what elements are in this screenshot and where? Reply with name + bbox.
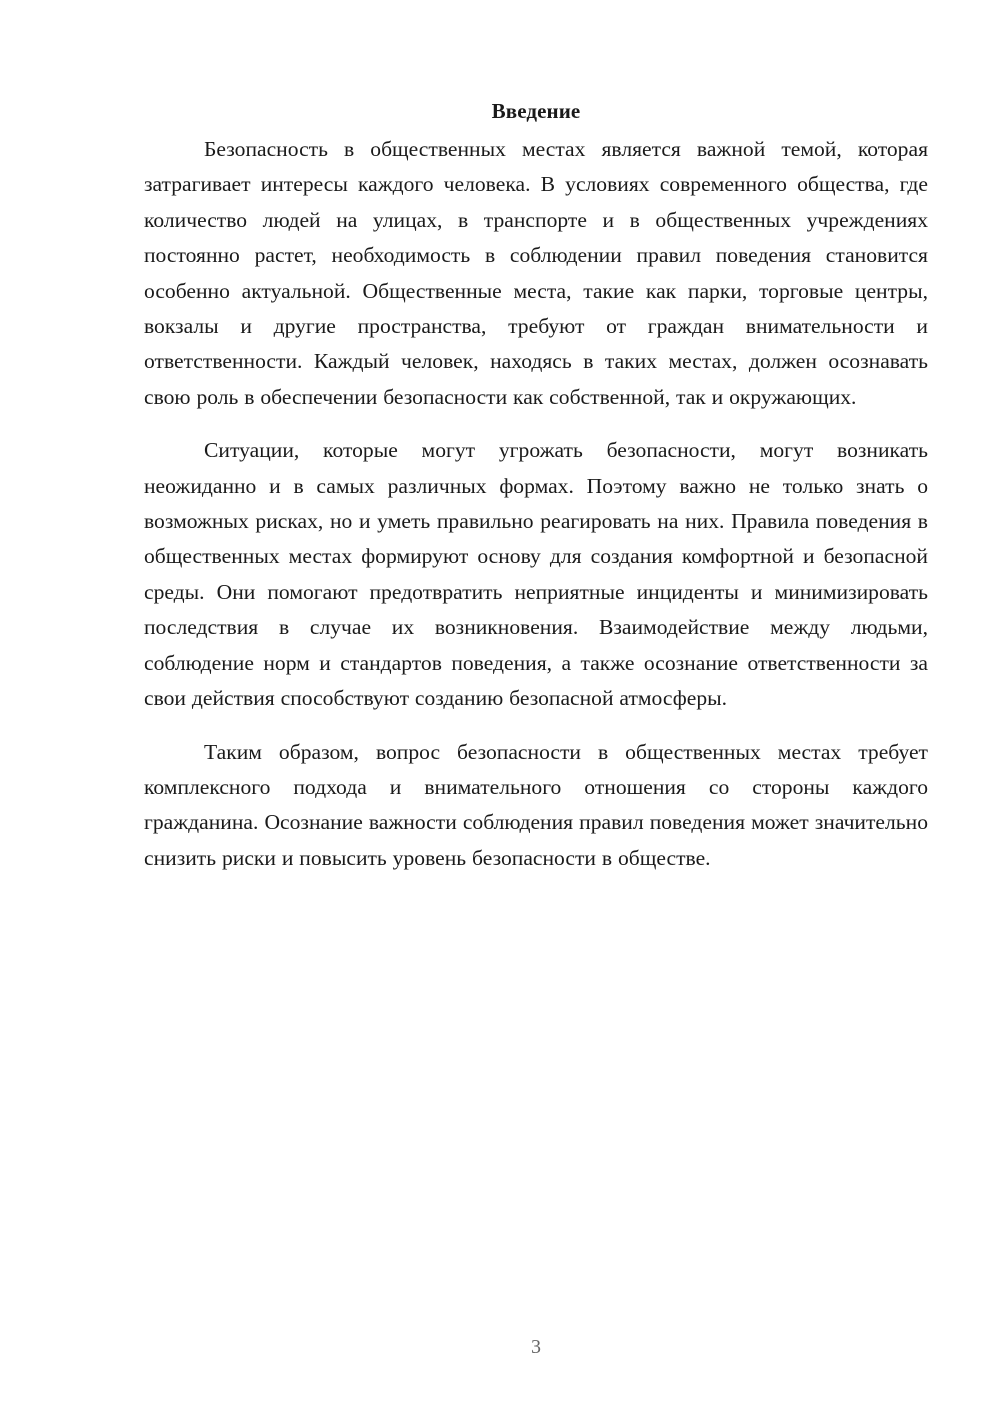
- paragraph: Таким образом, вопрос безопасности в общественных местах требует комплексного подхода и внимательного отношения со стороны каждого гражданина. Осознание важности соблюдения правил поведения может значительно снизить риски и повысить уровень безопасности в обществе.: [144, 739, 928, 870]
- paragraph: Ситуации, которые могут угрожать безопасности, могут возникать неожиданно и в самых различных формах. Поэтому важно не только знать о возможных рисках, но и уметь правильно реагировать на них. Правила поведения в общественных местах формируют основу для создания комфортной и безопасной среды. Они помогают предотвратить неприятные инциденты и минимизировать последствия в случае их возникновения. Взаимодействие между людьми, соблюдение норм и стандартов поведения, а также осознание ответственности за свои действия способствуют созданию безопасной атмосферы.: [144, 438, 928, 711]
- section-title: Введение: [491, 99, 581, 123]
- page-content: [144, 93, 928, 876]
- page-number: 3: [531, 1336, 541, 1358]
- paragraph: Безопасность в общественных местах является важной темой, которая затрагивает интересы каждого человека. В условиях современного общества, где количество людей на улицах, в транспорте и в общественных учреждениях постоянно растет, необходимость в соблюдении правил поведения становится особенно актуальной. Общественные места, такие как парки, торговые центры, вокзалы и другие пространства, требуют от граждан внимательности и ответственности. Каждый человек, находясь в таких местах, должен осознавать свою роль в обеспечении безопасности как собственной, так и окружающих.: [144, 137, 928, 409]
